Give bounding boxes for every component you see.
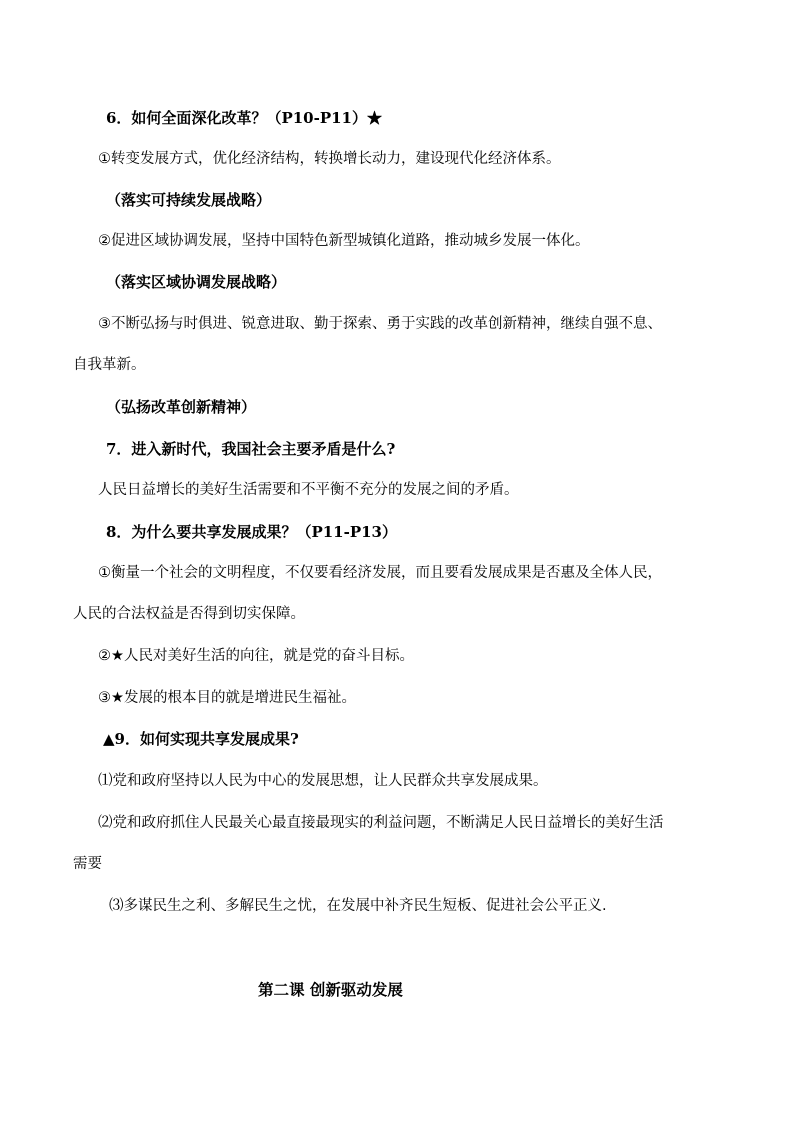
question-6-note-3: （弘扬改革创新精神） xyxy=(106,398,257,416)
question-7-heading: 7．进入新时代，我国社会主要矛盾是什么? xyxy=(106,440,396,458)
question-9-item-2-line-1: ⑵党和政府抓住人民最关心最直接最现实的利益问题，不断满足人民日益增长的美好生活 xyxy=(98,815,664,831)
question-6-item-2: ②促进区域协调发展，坚持中国特色新型城镇化道路，推动城乡发展一体化。 xyxy=(98,233,590,249)
question-6-note-1: （落实可持续发展战略） xyxy=(106,191,272,209)
question-8-item-1-line-1: ①衡量一个社会的文明程度，不仅要看经济发展，而且要看发展成果是否惠及全体人民， xyxy=(98,565,662,581)
question-8-heading: 8．为什么要共享发展成果？（P11-P13） xyxy=(106,523,397,541)
question-6-heading: 6．如何全面深化改革？（P10-P11）★ xyxy=(106,109,382,127)
question-9-heading: ▲9．如何实现共享发展成果? xyxy=(103,730,299,748)
question-8-item-3: ③★发展的根本目的就是增进民生福祉。 xyxy=(98,690,356,706)
question-6-item-3-line-1: ③不断弘扬与时俱进、锐意进取、勤于探索、勇于实践的改革创新精神，继续自强不息、 xyxy=(98,316,662,332)
question-8-item-1-line-2: 人民的合法权益是否得到切实保障。 xyxy=(73,606,305,622)
question-9-item-3: ⑶多谋民生之利、多解民生之忧，在发展中补齐民生短板、促进社会公平正义. xyxy=(109,898,607,914)
question-6-note-2: （落实区域协调发展战略） xyxy=(106,273,287,291)
question-9-item-1: ⑴党和政府坚持以人民为中心的发展思想，让人民群众共享发展成果。 xyxy=(98,773,548,789)
question-6-item-1: ①转变发展方式，优化经济结构，转换增长动力，建设现代化经济体系。 xyxy=(98,151,561,167)
question-8-item-2: ②★人民对美好生活的向往，就是党的奋斗目标。 xyxy=(98,648,414,664)
lesson-title: 第二课 创新驱动发展 xyxy=(258,980,403,999)
question-9-item-2-line-2: 需要 xyxy=(73,856,102,872)
question-6-item-3-line-2: 自我革新。 xyxy=(73,357,146,373)
question-7-answer: 人民日益增长的美好生活需要和不平衡不充分的发展之间的矛盾。 xyxy=(98,482,519,498)
